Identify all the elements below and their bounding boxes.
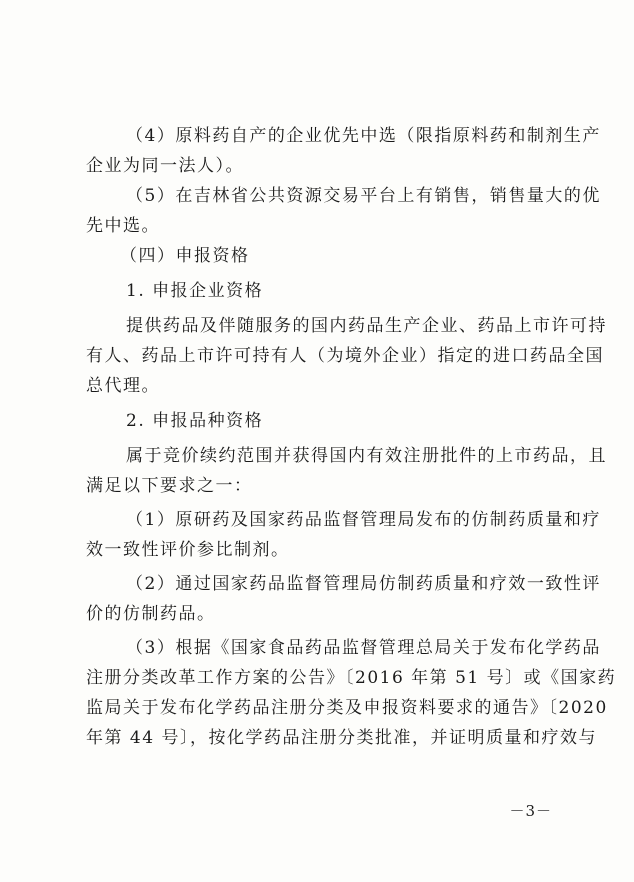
text-line: 满足以下要求之一：	[86, 476, 253, 496]
text-line: 有人、药品上市许可持有人（为境外企业）指定的进口药品全国	[86, 346, 604, 366]
text-line: （5）在吉林省公共资源交易平台上有销售，销售量大的优	[126, 186, 601, 206]
text-line: 属于竞价续约范围并获得国内有效注册批件的上市药品，且	[126, 446, 607, 466]
text-line: （2）通过国家药品监督管理局仿制药质量和疗效一致性评	[126, 574, 601, 594]
text-line: 先中选。	[86, 216, 160, 236]
text-line: 监局关于发布化学药品注册分类及申报资料要求的通告》〔2020	[86, 698, 608, 718]
page-number: －3－	[509, 802, 552, 820]
text-line: 效一致性评价参比制剂。	[86, 540, 290, 560]
subsection-heading: 1. 申报企业资格	[126, 281, 264, 301]
text-line: 价的仿制药品。	[86, 604, 216, 624]
subsection-heading: 2. 申报品种资格	[126, 411, 264, 431]
section-heading: （四）申报资格	[120, 246, 250, 266]
text-line: 注册分类改革工作方案的公告》〔2016 年第 51 号〕或《国家药	[86, 668, 617, 688]
text-line: （3）根据《国家食品药品监督管理总局关于发布化学药品	[126, 638, 601, 658]
text-line: （4）原料药自产的企业优先中选（限指原料药和制剂生产	[126, 126, 601, 146]
text-line: 提供药品及伴随服务的国内药品生产企业、药品上市许可持	[126, 316, 607, 336]
text-line: 年第 44 号〕，按化学药品注册分类批准，并证明质量和疗效与	[86, 728, 597, 748]
text-line: 总代理。	[86, 376, 160, 396]
text-line: 企业为同一法人）。	[86, 156, 244, 176]
text-line: （1）原研药及国家药品监督管理局发布的仿制药质量和疗	[126, 510, 601, 530]
